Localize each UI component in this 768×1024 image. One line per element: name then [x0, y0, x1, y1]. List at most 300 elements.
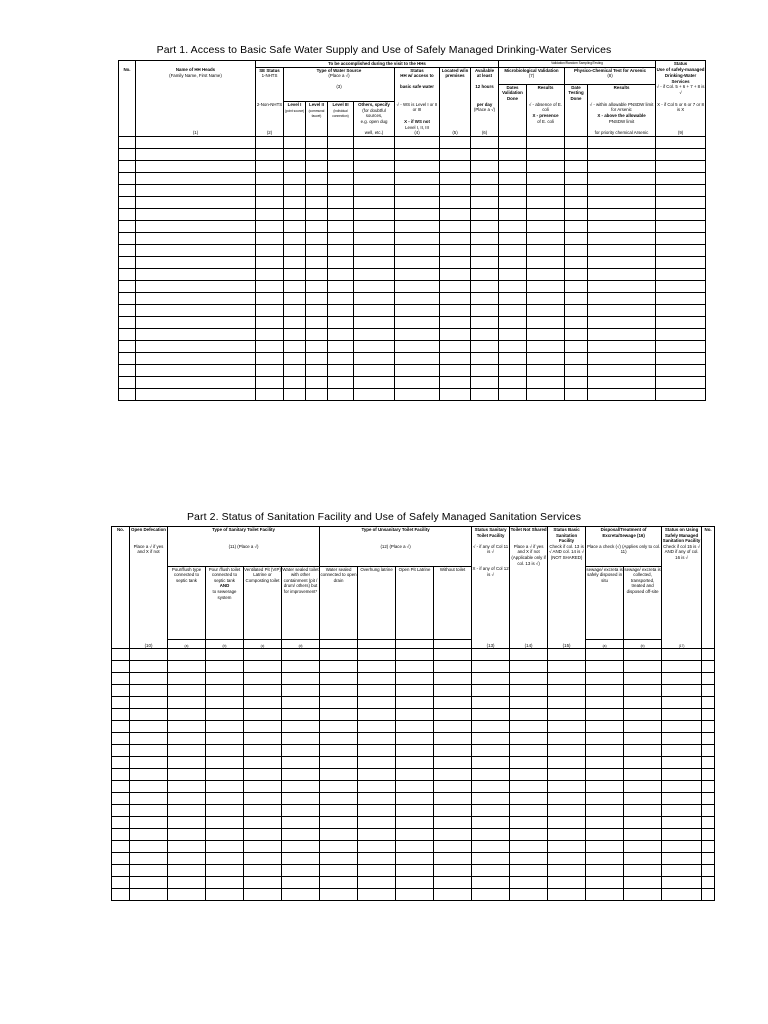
table-cell[interactable]	[395, 196, 440, 208]
table-cell[interactable]	[136, 292, 256, 304]
table-cell[interactable]	[168, 781, 206, 793]
table-cell[interactable]	[396, 805, 434, 817]
table-cell[interactable]	[328, 196, 354, 208]
table-cell[interactable]	[434, 805, 472, 817]
table-cell[interactable]	[168, 817, 206, 829]
table-cell[interactable]	[527, 340, 565, 352]
table-cell[interactable]	[130, 829, 168, 841]
table-cell[interactable]	[527, 268, 565, 280]
table-cell[interactable]	[256, 136, 284, 148]
table-cell[interactable]	[136, 280, 256, 292]
table-cell[interactable]	[440, 316, 471, 328]
table-cell[interactable]	[396, 793, 434, 805]
table-cell[interactable]	[656, 148, 706, 160]
table-cell[interactable]	[656, 196, 706, 208]
table-cell[interactable]	[656, 364, 706, 376]
table-cell[interactable]	[586, 829, 624, 841]
table-cell[interactable]	[565, 388, 588, 400]
table-cell[interactable]	[656, 328, 706, 340]
table-cell[interactable]	[328, 268, 354, 280]
table-cell[interactable]	[306, 304, 328, 316]
table-cell[interactable]	[440, 148, 471, 160]
table-cell[interactable]	[244, 781, 282, 793]
table-cell[interactable]	[328, 376, 354, 388]
table-cell[interactable]	[320, 817, 358, 829]
table-cell[interactable]	[119, 148, 136, 160]
table-cell[interactable]	[244, 673, 282, 685]
table-cell[interactable]	[548, 781, 586, 793]
table-cell[interactable]	[548, 721, 586, 733]
table-cell[interactable]	[440, 184, 471, 196]
table-cell[interactable]	[434, 853, 472, 865]
table-cell[interactable]	[354, 148, 395, 160]
table-cell[interactable]	[282, 685, 320, 697]
table-cell[interactable]	[284, 280, 306, 292]
table-cell[interactable]	[499, 376, 527, 388]
table-cell[interactable]	[130, 841, 168, 853]
table-cell[interactable]	[624, 793, 662, 805]
table-cell[interactable]	[624, 865, 662, 877]
table-cell[interactable]	[354, 244, 395, 256]
table-cell[interactable]	[510, 841, 548, 853]
table-cell[interactable]	[588, 340, 656, 352]
table-cell[interactable]	[510, 697, 548, 709]
table-cell[interactable]	[358, 889, 396, 901]
table-cell[interactable]	[510, 745, 548, 757]
table-cell[interactable]	[320, 769, 358, 781]
table-cell[interactable]	[440, 388, 471, 400]
table-cell[interactable]	[472, 745, 510, 757]
table-cell[interactable]	[624, 721, 662, 733]
table-cell[interactable]	[527, 256, 565, 268]
table-cell[interactable]	[396, 685, 434, 697]
table-cell[interactable]	[624, 769, 662, 781]
table-cell[interactable]	[206, 649, 244, 661]
table-cell[interactable]	[168, 745, 206, 757]
table-cell[interactable]	[472, 817, 510, 829]
table-cell[interactable]	[358, 805, 396, 817]
table-cell[interactable]	[244, 829, 282, 841]
table-cell[interactable]	[358, 673, 396, 685]
table-cell[interactable]	[586, 865, 624, 877]
table-cell[interactable]	[206, 817, 244, 829]
table-cell[interactable]	[586, 889, 624, 901]
table-cell[interactable]	[284, 148, 306, 160]
table-cell[interactable]	[656, 280, 706, 292]
table-cell[interactable]	[527, 352, 565, 364]
table-cell[interactable]	[112, 685, 130, 697]
table-cell[interactable]	[358, 769, 396, 781]
table-cell[interactable]	[548, 877, 586, 889]
table-cell[interactable]	[112, 757, 130, 769]
table-cell[interactable]	[499, 172, 527, 184]
table-cell[interactable]	[395, 364, 440, 376]
table-cell[interactable]	[168, 865, 206, 877]
table-cell[interactable]	[624, 817, 662, 829]
table-cell[interactable]	[396, 817, 434, 829]
table-cell[interactable]	[395, 376, 440, 388]
table-cell[interactable]	[306, 136, 328, 148]
table-cell[interactable]	[328, 232, 354, 244]
table-cell[interactable]	[548, 829, 586, 841]
table-cell[interactable]	[588, 196, 656, 208]
table-cell[interactable]	[440, 232, 471, 244]
table-cell[interactable]	[588, 208, 656, 220]
table-cell[interactable]	[136, 136, 256, 148]
table-cell[interactable]	[472, 673, 510, 685]
table-cell[interactable]	[320, 757, 358, 769]
table-cell[interactable]	[662, 805, 702, 817]
table-cell[interactable]	[358, 685, 396, 697]
table-cell[interactable]	[119, 280, 136, 292]
table-cell[interactable]	[471, 304, 499, 316]
table-cell[interactable]	[588, 232, 656, 244]
table-cell[interactable]	[244, 817, 282, 829]
table-cell[interactable]	[119, 244, 136, 256]
table-cell[interactable]	[588, 364, 656, 376]
table-cell[interactable]	[656, 136, 706, 148]
table-cell[interactable]	[588, 136, 656, 148]
table-cell[interactable]	[396, 829, 434, 841]
table-cell[interactable]	[656, 232, 706, 244]
table-cell[interactable]	[284, 136, 306, 148]
table-cell[interactable]	[440, 292, 471, 304]
table-cell[interactable]	[510, 709, 548, 721]
table-cell[interactable]	[119, 232, 136, 244]
table-cell[interactable]	[548, 889, 586, 901]
table-cell[interactable]	[320, 673, 358, 685]
table-cell[interactable]	[354, 328, 395, 340]
table-cell[interactable]	[112, 649, 130, 661]
table-cell[interactable]	[282, 865, 320, 877]
table-cell[interactable]	[624, 889, 662, 901]
table-cell[interactable]	[284, 364, 306, 376]
table-cell[interactable]	[548, 661, 586, 673]
table-cell[interactable]	[510, 769, 548, 781]
table-cell[interactable]	[320, 697, 358, 709]
table-cell[interactable]	[624, 649, 662, 661]
table-cell[interactable]	[702, 721, 715, 733]
table-cell[interactable]	[471, 208, 499, 220]
table-cell[interactable]	[662, 709, 702, 721]
table-cell[interactable]	[136, 352, 256, 364]
table-cell[interactable]	[112, 721, 130, 733]
table-cell[interactable]	[206, 673, 244, 685]
table-cell[interactable]	[206, 865, 244, 877]
table-cell[interactable]	[284, 268, 306, 280]
table-cell[interactable]	[282, 877, 320, 889]
table-cell[interactable]	[527, 136, 565, 148]
table-cell[interactable]	[702, 877, 715, 889]
table-cell[interactable]	[130, 853, 168, 865]
table-cell[interactable]	[510, 649, 548, 661]
table-cell[interactable]	[320, 721, 358, 733]
table-cell[interactable]	[662, 721, 702, 733]
table-cell[interactable]	[510, 733, 548, 745]
table-cell[interactable]	[136, 220, 256, 232]
table-cell[interactable]	[168, 673, 206, 685]
table-cell[interactable]	[282, 805, 320, 817]
table-cell[interactable]	[306, 196, 328, 208]
table-cell[interactable]	[565, 232, 588, 244]
table-cell[interactable]	[510, 793, 548, 805]
table-cell[interactable]	[168, 769, 206, 781]
table-cell[interactable]	[527, 148, 565, 160]
table-cell[interactable]	[702, 853, 715, 865]
table-cell[interactable]	[662, 661, 702, 673]
table-cell[interactable]	[624, 781, 662, 793]
table-cell[interactable]	[354, 256, 395, 268]
table-cell[interactable]	[136, 304, 256, 316]
table-cell[interactable]	[472, 757, 510, 769]
table-cell[interactable]	[499, 364, 527, 376]
table-cell[interactable]	[354, 388, 395, 400]
table-cell[interactable]	[527, 160, 565, 172]
table-cell[interactable]	[471, 148, 499, 160]
table-cell[interactable]	[112, 673, 130, 685]
table-cell[interactable]	[244, 889, 282, 901]
table-cell[interactable]	[656, 268, 706, 280]
table-cell[interactable]	[354, 352, 395, 364]
table-cell[interactable]	[472, 685, 510, 697]
table-cell[interactable]	[548, 805, 586, 817]
table-cell[interactable]	[472, 877, 510, 889]
table-cell[interactable]	[358, 721, 396, 733]
table-cell[interactable]	[119, 304, 136, 316]
table-cell[interactable]	[527, 376, 565, 388]
table-cell[interactable]	[168, 685, 206, 697]
table-cell[interactable]	[112, 889, 130, 901]
table-cell[interactable]	[136, 160, 256, 172]
table-cell[interactable]	[662, 757, 702, 769]
table-cell[interactable]	[565, 268, 588, 280]
table-cell[interactable]	[168, 877, 206, 889]
table-cell[interactable]	[656, 172, 706, 184]
table-cell[interactable]	[471, 268, 499, 280]
table-cell[interactable]	[284, 160, 306, 172]
table-cell[interactable]	[320, 649, 358, 661]
table-cell[interactable]	[662, 697, 702, 709]
table-cell[interactable]	[354, 340, 395, 352]
table-cell[interactable]	[527, 328, 565, 340]
table-cell[interactable]	[358, 793, 396, 805]
table-cell[interactable]	[396, 865, 434, 877]
table-cell[interactable]	[130, 769, 168, 781]
table-cell[interactable]	[119, 352, 136, 364]
table-cell[interactable]	[499, 304, 527, 316]
table-cell[interactable]	[284, 220, 306, 232]
table-cell[interactable]	[588, 172, 656, 184]
table-cell[interactable]	[358, 697, 396, 709]
table-cell[interactable]	[206, 781, 244, 793]
table-cell[interactable]	[396, 841, 434, 853]
table-cell[interactable]	[434, 769, 472, 781]
table-cell[interactable]	[244, 841, 282, 853]
table-cell[interactable]	[624, 685, 662, 697]
table-cell[interactable]	[112, 733, 130, 745]
table-cell[interactable]	[244, 685, 282, 697]
table-cell[interactable]	[328, 136, 354, 148]
table-cell[interactable]	[320, 889, 358, 901]
table-cell[interactable]	[548, 745, 586, 757]
table-cell[interactable]	[206, 853, 244, 865]
table-cell[interactable]	[354, 208, 395, 220]
table-cell[interactable]	[354, 268, 395, 280]
table-cell[interactable]	[328, 340, 354, 352]
table-cell[interactable]	[354, 292, 395, 304]
table-cell[interactable]	[565, 148, 588, 160]
table-cell[interactable]	[130, 661, 168, 673]
table-cell[interactable]	[130, 721, 168, 733]
table-cell[interactable]	[395, 268, 440, 280]
table-cell[interactable]	[130, 745, 168, 757]
table-cell[interactable]	[499, 328, 527, 340]
table-cell[interactable]	[527, 196, 565, 208]
table-cell[interactable]	[586, 793, 624, 805]
table-cell[interactable]	[130, 697, 168, 709]
table-cell[interactable]	[328, 280, 354, 292]
table-cell[interactable]	[702, 805, 715, 817]
table-cell[interactable]	[168, 889, 206, 901]
table-cell[interactable]	[284, 352, 306, 364]
table-cell[interactable]	[395, 184, 440, 196]
table-cell[interactable]	[527, 184, 565, 196]
table-cell[interactable]	[588, 304, 656, 316]
table-cell[interactable]	[119, 196, 136, 208]
table-cell[interactable]	[702, 817, 715, 829]
table-cell[interactable]	[119, 208, 136, 220]
table-cell[interactable]	[320, 853, 358, 865]
table-cell[interactable]	[702, 889, 715, 901]
table-cell[interactable]	[244, 733, 282, 745]
table-cell[interactable]	[510, 805, 548, 817]
table-cell[interactable]	[328, 220, 354, 232]
table-cell[interactable]	[702, 841, 715, 853]
table-cell[interactable]	[395, 244, 440, 256]
table-cell[interactable]	[206, 829, 244, 841]
table-cell[interactable]	[282, 793, 320, 805]
table-cell[interactable]	[586, 745, 624, 757]
table-cell[interactable]	[206, 697, 244, 709]
table-cell[interactable]	[527, 292, 565, 304]
table-cell[interactable]	[396, 733, 434, 745]
table-cell[interactable]	[434, 661, 472, 673]
table-cell[interactable]	[354, 184, 395, 196]
table-cell[interactable]	[548, 841, 586, 853]
table-cell[interactable]	[328, 244, 354, 256]
table-cell[interactable]	[702, 661, 715, 673]
table-cell[interactable]	[472, 649, 510, 661]
table-cell[interactable]	[527, 316, 565, 328]
table-cell[interactable]	[395, 304, 440, 316]
table-cell[interactable]	[588, 280, 656, 292]
table-cell[interactable]	[130, 865, 168, 877]
table-cell[interactable]	[130, 805, 168, 817]
table-cell[interactable]	[499, 220, 527, 232]
table-cell[interactable]	[472, 865, 510, 877]
table-cell[interactable]	[471, 172, 499, 184]
table-cell[interactable]	[112, 781, 130, 793]
table-cell[interactable]	[434, 697, 472, 709]
table-cell[interactable]	[510, 673, 548, 685]
table-cell[interactable]	[586, 805, 624, 817]
table-cell[interactable]	[284, 232, 306, 244]
table-cell[interactable]	[244, 805, 282, 817]
table-cell[interactable]	[527, 304, 565, 316]
table-cell[interactable]	[206, 661, 244, 673]
table-cell[interactable]	[168, 805, 206, 817]
table-cell[interactable]	[256, 172, 284, 184]
table-cell[interactable]	[119, 292, 136, 304]
table-cell[interactable]	[434, 781, 472, 793]
table-cell[interactable]	[396, 877, 434, 889]
table-cell[interactable]	[471, 352, 499, 364]
table-cell[interactable]	[548, 709, 586, 721]
table-cell[interactable]	[328, 388, 354, 400]
table-cell[interactable]	[586, 733, 624, 745]
table-cell[interactable]	[396, 721, 434, 733]
table-cell[interactable]	[284, 196, 306, 208]
table-cell[interactable]	[548, 685, 586, 697]
table-cell[interactable]	[320, 745, 358, 757]
table-cell[interactable]	[434, 685, 472, 697]
table-cell[interactable]	[244, 853, 282, 865]
table-cell[interactable]	[206, 769, 244, 781]
table-cell[interactable]	[624, 829, 662, 841]
table-cell[interactable]	[396, 757, 434, 769]
table-cell[interactable]	[565, 256, 588, 268]
table-cell[interactable]	[440, 352, 471, 364]
table-cell[interactable]	[702, 757, 715, 769]
table-cell[interactable]	[471, 220, 499, 232]
table-cell[interactable]	[471, 316, 499, 328]
table-cell[interactable]	[112, 769, 130, 781]
table-cell[interactable]	[472, 781, 510, 793]
table-cell[interactable]	[136, 196, 256, 208]
table-cell[interactable]	[112, 661, 130, 673]
table-cell[interactable]	[624, 757, 662, 769]
table-cell[interactable]	[656, 352, 706, 364]
table-cell[interactable]	[440, 172, 471, 184]
table-cell[interactable]	[588, 220, 656, 232]
table-cell[interactable]	[586, 649, 624, 661]
table-cell[interactable]	[472, 889, 510, 901]
table-cell[interactable]	[510, 661, 548, 673]
table-cell[interactable]	[306, 352, 328, 364]
table-cell[interactable]	[662, 745, 702, 757]
table-cell[interactable]	[320, 829, 358, 841]
table-cell[interactable]	[440, 328, 471, 340]
table-cell[interactable]	[527, 172, 565, 184]
table-cell[interactable]	[702, 685, 715, 697]
table-cell[interactable]	[624, 661, 662, 673]
table-cell[interactable]	[588, 352, 656, 364]
table-cell[interactable]	[662, 853, 702, 865]
table-cell[interactable]	[206, 733, 244, 745]
table-cell[interactable]	[256, 220, 284, 232]
table-cell[interactable]	[565, 328, 588, 340]
table-cell[interactable]	[206, 745, 244, 757]
table-cell[interactable]	[662, 817, 702, 829]
table-cell[interactable]	[471, 280, 499, 292]
table-cell[interactable]	[656, 220, 706, 232]
table-cell[interactable]	[624, 709, 662, 721]
table-cell[interactable]	[168, 793, 206, 805]
table-cell[interactable]	[282, 757, 320, 769]
table-cell[interactable]	[354, 172, 395, 184]
table-cell[interactable]	[306, 268, 328, 280]
table-cell[interactable]	[244, 721, 282, 733]
